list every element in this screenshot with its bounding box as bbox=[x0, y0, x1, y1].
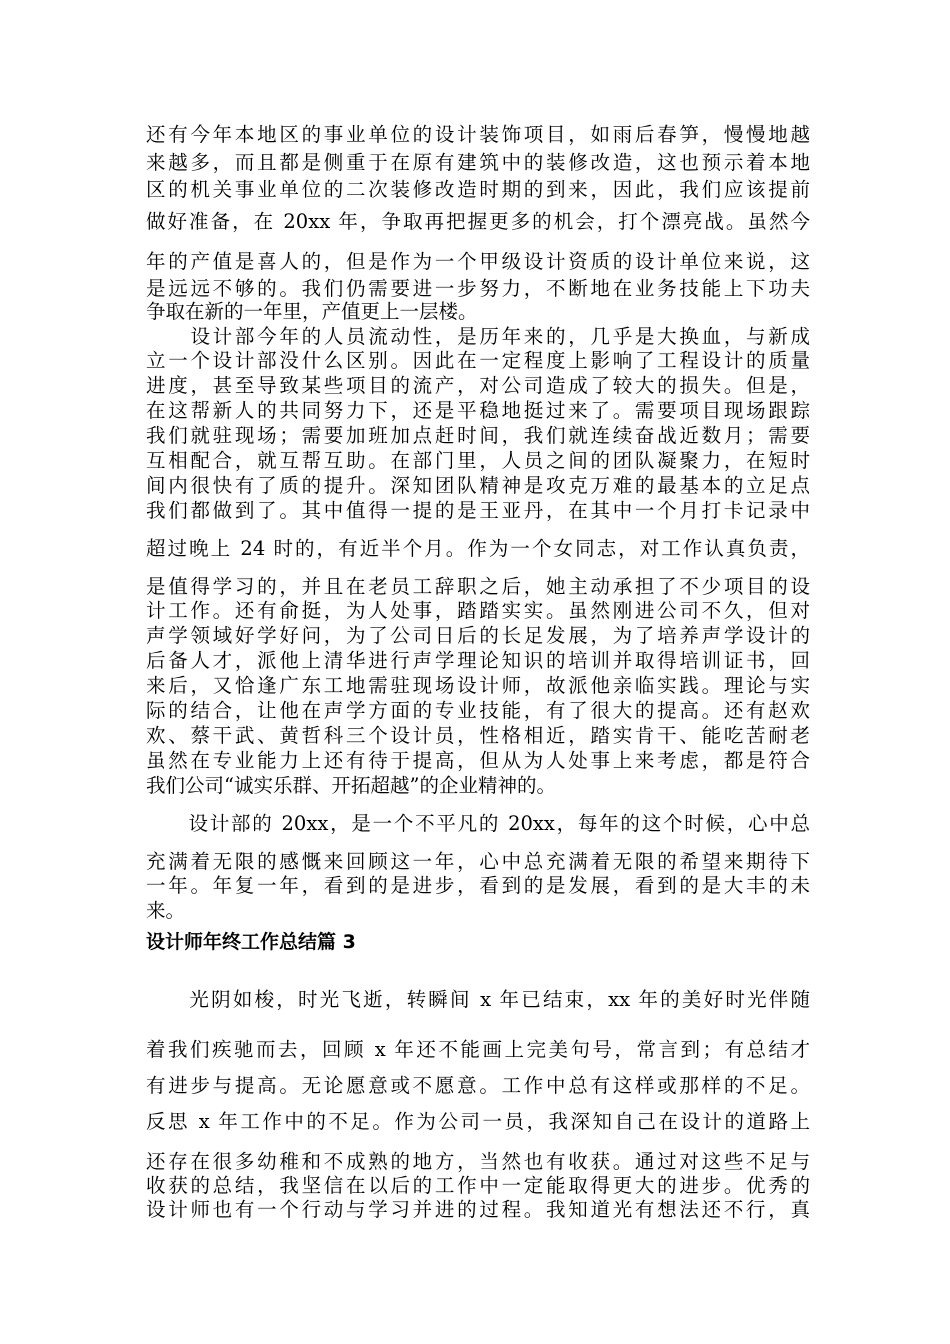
text-line: 是远远不够的。我们仍需要进一步努力，不断地在业务技能上下功夫 bbox=[146, 277, 810, 300]
text-line: 际的结合，让他在声学方面的专业技能，有了很大的提高。还有赵欢 bbox=[146, 699, 810, 722]
text-line: 后备人才，派他上清华进行声学理论知识的培训并取得培训证书，回 bbox=[146, 649, 810, 672]
text-line: 立一个设计部没什么区别。因此在一定程度上影响了工程设计的质量 bbox=[146, 349, 810, 372]
section-heading: 设计师年终工作总结篇 3 bbox=[146, 931, 356, 953]
text-line: 互相配合，就互帮互助。在部门里，人员之间的团队凝聚力，在短时 bbox=[146, 449, 810, 472]
text-line: 反思 x 年工作中的不足。作为公司一员，我深知自己在设计的道路上 bbox=[146, 1110, 810, 1133]
text-line: 年的产值是喜人的，但是作为一个甲级设计资质的设计单位来说，这 bbox=[146, 250, 810, 273]
text-line: 还存在很多幼稚和不成熟的地方，当然也有收获。通过对这些不足与 bbox=[146, 1150, 810, 1173]
text-line: 欢、蔡干武、黄哲科三个设计员，性格相近，踏实肯干、能吃苦耐老 bbox=[146, 724, 810, 747]
text-line: 设计部今年的人员流动性，是历年来的，几乎是大换血，与新成 bbox=[146, 325, 810, 348]
text-line: 我们公司“诚实乐群、开拓超越”的企业精神的。 bbox=[146, 774, 556, 797]
text-line: 有进步与提高。无论愿意或不愿意。工作中总有这样或那样的不足。 bbox=[146, 1074, 810, 1097]
text-line: 设计师也有一个行动与学习并进的过程。我知道光有想法还不行，真 bbox=[146, 1198, 810, 1221]
text-line: 进度，甚至导致某些项目的流产，对公司造成了较大的损失。但是， bbox=[146, 374, 810, 397]
text-line: 来后，又恰逢广东工地需驻现场设计师，故派他亲临实践。理论与实 bbox=[146, 674, 810, 697]
text-line: 争取在新的一年里，产值更上一层楼。 bbox=[146, 300, 478, 323]
text-line: 来。 bbox=[146, 899, 186, 922]
text-line: 超过晚上 24 时的，有近半个月。作为一个女同志，对工作认真负责， bbox=[146, 537, 810, 560]
text-line: 声学领域好学好问，为了公司日后的长足发展，为了培养声学设计的 bbox=[146, 624, 810, 647]
text-line: 来越多，而且都是侧重于在原有建筑中的装修改造，这也预示着本地 bbox=[146, 151, 810, 174]
text-line: 计工作。还有俞挺，为人处事，踏踏实实。虽然刚进公司不久，但对 bbox=[146, 599, 810, 622]
text-line: 收获的总结，我坚信在以后的工作中一定能取得更大的进步。优秀的 bbox=[146, 1174, 810, 1197]
text-line: 充满着无限的感慨来回顾这一年，心中总充满着无限的希望来期待下 bbox=[146, 850, 810, 873]
text-line: 虽然在专业能力上还有待于提高，但从为人处事上来考虑，都是符合 bbox=[146, 749, 810, 772]
text-line: 间内很快有了质的提升。深知团队精神是攻克万难的最基本的立足点 bbox=[146, 474, 810, 497]
text-line: 一年。年复一年，看到的是进步，看到的是发展，看到的是大丰的未 bbox=[146, 874, 810, 897]
text-line: 区的机关事业单位的二次装修改造时期的到来，因此，我们应该提前 bbox=[146, 178, 810, 201]
text-line: 我们就驻现场；需要加班加点赶时间，我们就连续奋战近数月；需要 bbox=[146, 424, 810, 447]
text-line: 在这帮新人的共同努力下，还是平稳地挺过来了。需要项目现场跟踪 bbox=[146, 399, 810, 422]
text-line: 我们都做到了。其中值得一提的是王亚丹，在其中一个月打卡记录中 bbox=[146, 499, 810, 522]
text-line: 光阴如梭，时光飞逝，转瞬间 x 年已结束，xx 年的美好时光伴随 bbox=[146, 988, 810, 1011]
text-line: 设计部的 20xx，是一个不平凡的 20xx，每年的这个时候，心中总 bbox=[146, 812, 810, 835]
text-line: 做好准备，在 20xx 年，争取再把握更多的机会，打个漂亮战。虽然今 bbox=[146, 210, 810, 233]
text-line: 还有今年本地区的事业单位的设计装饰项目，如雨后春笋，慢慢地越 bbox=[146, 123, 810, 146]
text-line: 着我们疾驰而去，回顾 x 年还不能画上完美句号，常言到；有总结才 bbox=[146, 1038, 810, 1061]
text-line: 是值得学习的，并且在老员工辞职之后，她主动承担了不少项目的设 bbox=[146, 575, 810, 598]
